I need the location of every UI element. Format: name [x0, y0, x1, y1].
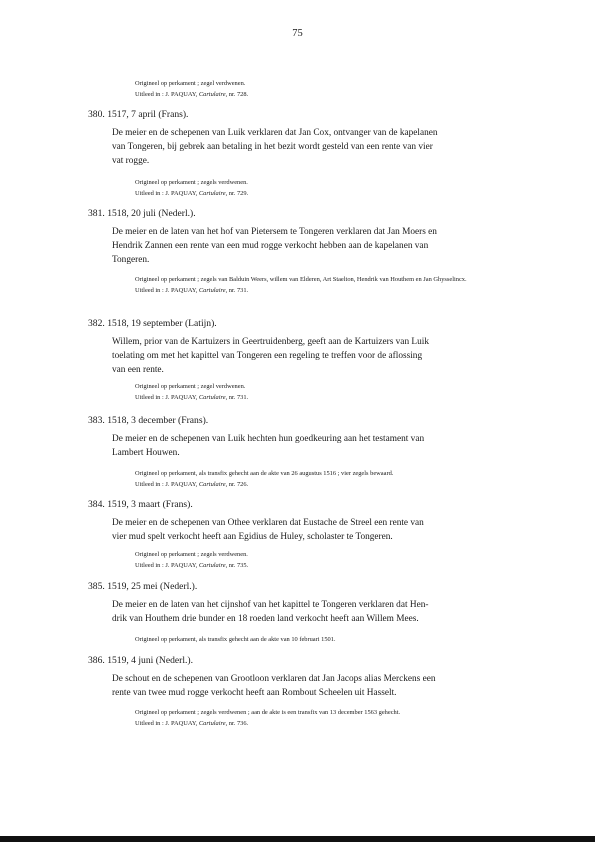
edition-note: Uitleed in : J. PAQUAY, Cartulaire, nr. 726. — [135, 481, 249, 488]
entry-heading: 386. 1519, 4 juni (Nederl.). — [88, 655, 193, 666]
entry-text: De meier en de laten van het cijnshof van het kapittel te Tongeren verklaren dat Hen- drik van Houthem drie bunder en 18 roeden land verkocht heeft aan Willem Mees. — [112, 600, 429, 624]
source-note: Origineel op perkament ; zegels verdwenen. — [135, 179, 248, 186]
edition-note: Uitleed in : J. PAQUAY, Cartulaire, nr. 731. — [135, 394, 249, 401]
entry-text: Willem, prior van de Kartuizers in Geertruidenberg, geeft aan de Kartuizers van Luik toelating om met het kapittel van Tongeren een regeling te treffen voor de aflossing van een rente. — [112, 337, 429, 375]
entry-notes — [135, 381, 535, 403]
scan-edge — [0, 836, 595, 842]
source-note: Origineel op perkament ; zegels verdwenen. — [135, 551, 248, 558]
entry-heading: 385. 1519, 25 mei (Nederl.). — [88, 581, 198, 592]
entry-notes — [135, 549, 535, 571]
source-note: Origineel op perkament ; zegels verdwenen ; aan de akte is een transfix van 13 december 1563 gehecht. — [135, 709, 401, 716]
page-number: 75 — [292, 28, 303, 39]
entry-heading: 383. 1518, 3 december (Frans). — [88, 415, 209, 426]
edition-note: Uitleed in : J. PAQUAY, Cartulaire, nr. 736. — [135, 720, 249, 727]
source-note: Origineel op perkament ; zegel verdwenen. — [135, 383, 246, 390]
entry-text: De meier en de laten van het hof van Pietersem te Tongeren verklaren dat Jan Moers en Hendrik Zannen een rente van een mud rogge verkocht hebben aan de kapelanen van Tongeren. — [112, 227, 437, 265]
entry-text: De meier en de schepenen van Othee verklaren dat Eustache de Streel een rente van vier mud spelt verkocht heeft aan Egidius de Huley, scholaster te Tongeren. — [112, 518, 424, 542]
edition-note: Uitleed in : J. PAQUAY, Cartulaire, nr. 735. — [135, 562, 249, 569]
source-note: Origineel op perkament, als transfix gehecht aan de akte van 10 februari 1501. — [135, 636, 336, 643]
top-notes — [135, 78, 248, 100]
entry-notes — [135, 707, 535, 729]
edition-note: Uitleed in : J. PAQUAY, Cartulaire, nr. 729. — [135, 190, 249, 197]
entry-text: De meier en de schepenen van Luik verklaren dat Jan Cox, ontvanger van de kapelanen van Tongeren, bij gebrek aan betaling in het bezit wordt gesteld van een rente van vier vat rogge. — [112, 128, 438, 166]
entry-heading: 382. 1518, 19 september (Latijn). — [88, 318, 217, 329]
entry-notes — [135, 634, 535, 645]
entry-heading: 380. 1517, 7 april (Frans). — [88, 109, 189, 120]
entry-text: De meier en de schepenen van Luik hechten hun goedkeuring aan het testament van Lambert Houwen. — [112, 434, 425, 458]
entry-notes — [135, 275, 535, 296]
entry-heading: 381. 1518, 20 juli (Nederl.). — [88, 208, 196, 219]
source-note: Origineel op perkament ; zegels van Balduin Weers, willem van Elderen, Art Staelton, Hendrik van Houthem en Jan Ghysselincx. — [135, 276, 467, 283]
edition-note: Uitleed in : J. PAQUAY, Cartulaire, nr. 731. — [135, 287, 249, 294]
source-note: Origineel op perkament, als transfix gehecht aan de akte van 26 augustus 1516 ; vier zegels bewaard. — [135, 470, 394, 477]
edition-note: Uitleed in : J. PAQUAY, Cartulaire, nr. 728. — [135, 91, 249, 98]
entry-notes — [135, 177, 535, 199]
entry-text: De schout en de schepenen van Grootloon verklaren dat Jan Jacops alias Merckens een rente van twee mud rogge verkocht heeft aan Rombout Scheelen uit Hasselt. — [112, 674, 436, 698]
source-note: Origineel op perkament ; zegel verdwenen. — [135, 80, 246, 87]
entry-notes — [135, 468, 535, 490]
entry-heading: 384. 1519, 3 maart (Frans). — [88, 499, 193, 510]
